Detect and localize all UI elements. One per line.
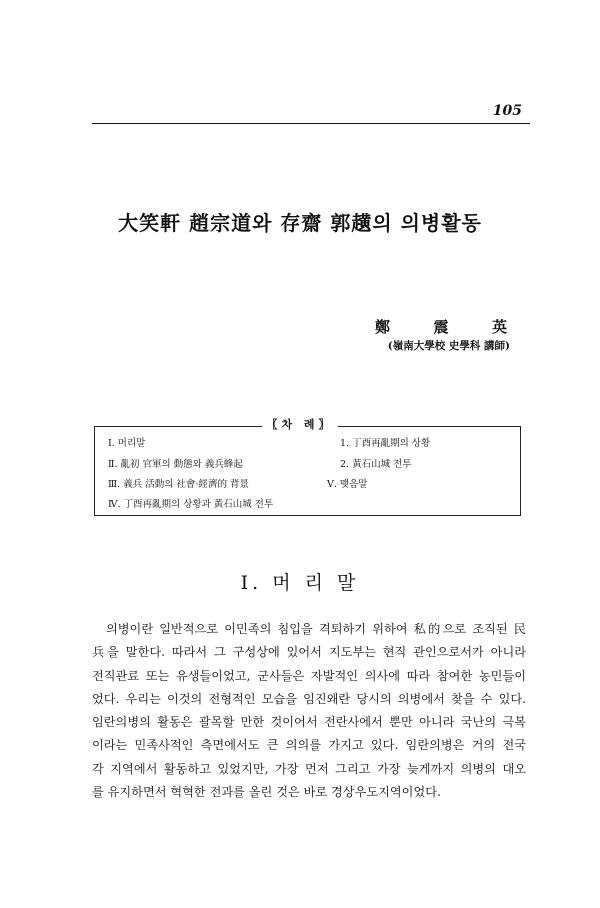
toc-item: Ⅴ. 맺음말 [327, 479, 368, 490]
article-title: 大笑軒 趙宗道와 存齋 郭趪의 의병활동 [118, 211, 482, 235]
header-rule [92, 123, 530, 124]
toc-item: Ⅰ. 머리말 [108, 438, 146, 449]
author-char: 英 [491, 318, 507, 336]
body-text [92, 618, 526, 804]
toc-heading-label: 〖차 례〗 [262, 418, 337, 431]
page-number: 105 [492, 103, 522, 119]
author-char: 鄭 [375, 318, 391, 336]
body-line: 전직관료 또는 유생들이었고, 군사들은 자발적인 의사에 따라 참여한 농민들이 [92, 668, 526, 683]
toc-heading [0, 416, 600, 432]
body-line: 었다. 우리는 이것의 전형적인 모습을 임진왜란 당시의 의병에서 찾을 수 있다. [92, 691, 526, 706]
toc-item: 1. 丁酉再亂期의 상황 [340, 438, 431, 449]
body-line: 이라는 민족사적인 측면에서도 큰 의의를 가지고 있다. 임란의병은 거의 전국 [92, 738, 526, 753]
toc-item: 2. 黃石山城 전투 [340, 459, 412, 470]
author-char: 震 [433, 318, 449, 336]
toc-item: Ⅳ. 丁酉再亂期의 상황과 黃石山城 전투 [108, 499, 274, 510]
body-line: 각 지역에서 활동하고 있었지만, 가장 먼저 그리고 가장 늦게까지 의병의 대오 [92, 761, 526, 776]
author-name [375, 316, 507, 337]
body-line: 를 유지하면서 혁혁한 전과를 올린 것은 바로 경상우도지역이었다. [92, 785, 441, 800]
body-line: 임란의병의 활동은 괄목할 만한 것이어서 전란사에서 뿐만 아니라 국난의 극복 [92, 715, 526, 730]
toc-item: Ⅲ. 義兵 活動의 社會·經濟的 背景 [108, 479, 249, 490]
toc-item: Ⅱ. 亂初 官軍의 動態와 義兵蜂起 [108, 459, 243, 470]
body-line: 의병이란 일반적으로 이민족의 침입을 격퇴하기 위하여 私的으로 조직된 民 [106, 622, 526, 636]
body-line: 兵을 말한다. 따라서 그 구성상에 있어서 지도부는 현직 관인으로서가 아니라 [92, 645, 526, 660]
section-heading: Ⅰ. 머 리 말 [240, 572, 360, 594]
author-affiliation: (嶺南大學校 史學科 講師) [387, 340, 510, 352]
